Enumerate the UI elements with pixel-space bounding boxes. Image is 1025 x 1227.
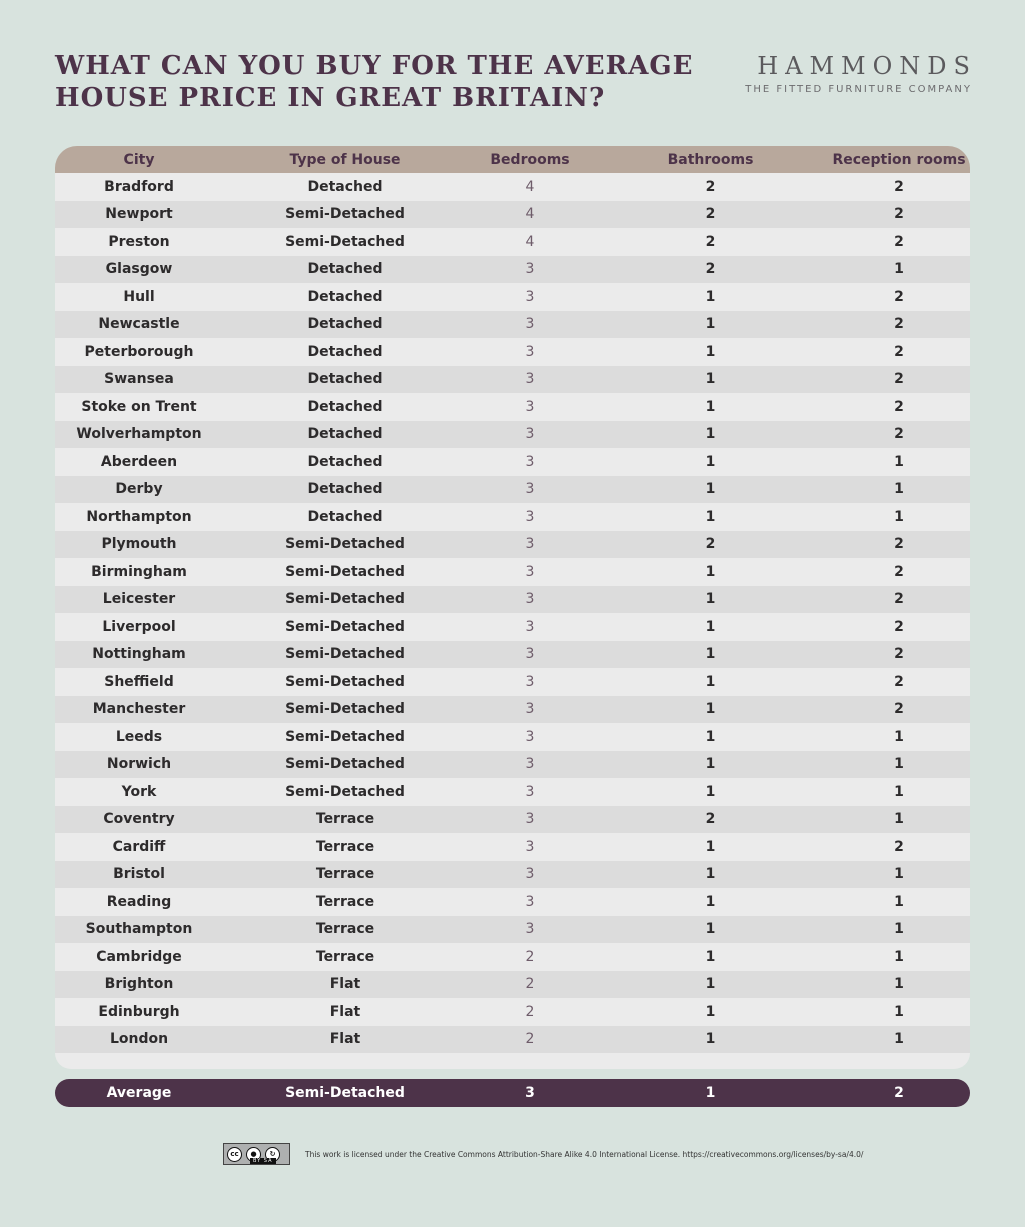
cell-city: Birmingham	[55, 558, 223, 586]
cell-bathrooms: 2	[593, 201, 828, 229]
cell-bathrooms: 1	[593, 971, 828, 999]
cell-bathrooms: 2	[593, 228, 828, 256]
title-line-2: HOUSE PRICE IN GREAT BRITAIN?	[55, 83, 606, 113]
table-row	[55, 861, 970, 889]
cell-type: Semi-Detached	[223, 668, 467, 696]
cell-city: Reading	[55, 888, 223, 916]
table-row	[55, 613, 970, 641]
cell-bathrooms: 1	[593, 613, 828, 641]
cell-city: Brighton	[55, 971, 223, 999]
average-bedrooms: 3	[525, 1085, 535, 1101]
table-row	[55, 806, 970, 834]
cell-type: Semi-Detached	[223, 613, 467, 641]
cell-reception: 1	[828, 998, 970, 1026]
cell-bathrooms: 1	[593, 421, 828, 449]
column-header-type: Type of House	[223, 146, 467, 173]
cell-type: Detached	[223, 448, 467, 476]
table-row	[55, 201, 970, 229]
cell-type: Terrace	[223, 943, 467, 971]
brand-logo	[745, 52, 977, 95]
column-header-reception: Reception rooms	[828, 146, 970, 173]
cell-bathrooms: 1	[593, 338, 828, 366]
cell-reception: 2	[828, 338, 970, 366]
cell-type: Detached	[223, 256, 467, 284]
cell-bathrooms: 2	[593, 173, 828, 201]
cell-bedrooms: 3	[467, 833, 593, 861]
cell-city: Cardiff	[55, 833, 223, 861]
cell-type: Detached	[223, 421, 467, 449]
cell-bathrooms: 2	[593, 531, 828, 559]
table-row	[55, 696, 970, 724]
table-row	[55, 998, 970, 1026]
cell-city: Newport	[55, 201, 223, 229]
cell-reception: 2	[828, 668, 970, 696]
cell-bedrooms: 3	[467, 476, 593, 504]
cell-bathrooms: 1	[593, 366, 828, 394]
cell-type: Semi-Detached	[223, 778, 467, 806]
average-reception: 2	[894, 1085, 904, 1101]
table-row	[55, 641, 970, 669]
table-row	[55, 503, 970, 531]
cell-bathrooms: 1	[593, 916, 828, 944]
table-row	[55, 393, 970, 421]
cell-bathrooms: 1	[593, 723, 828, 751]
cell-bedrooms: 3	[467, 503, 593, 531]
cell-type: Detached	[223, 173, 467, 201]
cell-bedrooms: 3	[467, 668, 593, 696]
padding-cell	[223, 1053, 467, 1069]
cell-bedrooms: 3	[467, 366, 593, 394]
cell-type: Semi-Detached	[223, 696, 467, 724]
cc-license-badge[interactable]	[223, 1143, 290, 1165]
cell-city: Aberdeen	[55, 448, 223, 476]
table-row	[55, 531, 970, 559]
cell-reception: 1	[828, 476, 970, 504]
cell-reception: 2	[828, 201, 970, 229]
cell-type: Semi-Detached	[223, 641, 467, 669]
cc-icon: cc	[227, 1147, 242, 1162]
cell-type: Detached	[223, 393, 467, 421]
cell-city: Sheffield	[55, 668, 223, 696]
table-row	[55, 421, 970, 449]
cell-reception: 1	[828, 778, 970, 806]
cell-bedrooms: 2	[467, 971, 593, 999]
cell-reception: 2	[828, 641, 970, 669]
cell-type: Flat	[223, 998, 467, 1026]
cell-reception: 1	[828, 888, 970, 916]
table-row	[55, 888, 970, 916]
cell-bathrooms: 1	[593, 998, 828, 1026]
cell-bedrooms: 3	[467, 256, 593, 284]
cell-type: Semi-Detached	[223, 531, 467, 559]
cell-bedrooms: 3	[467, 751, 593, 779]
average-bathrooms: 1	[705, 1085, 716, 1101]
table-row	[55, 833, 970, 861]
cell-bathrooms: 1	[593, 503, 828, 531]
cell-city: Newcastle	[55, 311, 223, 339]
cell-city: Derby	[55, 476, 223, 504]
cell-bedrooms: 3	[467, 586, 593, 614]
license-footer	[223, 1143, 863, 1165]
cell-city: York	[55, 778, 223, 806]
cell-reception: 1	[828, 971, 970, 999]
title-line-1: WHAT CAN YOU BUY FOR THE AVERAGE	[55, 51, 694, 81]
cell-type: Detached	[223, 476, 467, 504]
cell-reception: 1	[828, 448, 970, 476]
cell-bedrooms: 2	[467, 943, 593, 971]
cell-city: Swansea	[55, 366, 223, 394]
cell-type: Terrace	[223, 861, 467, 889]
cell-city: Peterborough	[55, 338, 223, 366]
cell-reception: 1	[828, 503, 970, 531]
table-row	[55, 256, 970, 284]
table-row	[55, 586, 970, 614]
cell-city: Northampton	[55, 503, 223, 531]
cell-type: Semi-Detached	[223, 228, 467, 256]
cell-type: Flat	[223, 1026, 467, 1054]
cell-type: Flat	[223, 971, 467, 999]
padding-cell	[593, 1053, 828, 1069]
table-row	[55, 476, 970, 504]
column-header-bathrooms: Bathrooms	[593, 146, 828, 173]
cell-city: Cambridge	[55, 943, 223, 971]
cell-reception: 2	[828, 586, 970, 614]
cell-bedrooms: 3	[467, 448, 593, 476]
cell-bedrooms: 3	[467, 393, 593, 421]
table-row	[55, 366, 970, 394]
average-label: Average	[106, 1085, 172, 1101]
sa-share-alike-icon: ↻	[265, 1147, 280, 1162]
brand-tagline: THE FITTED FURNITURE COMPANY	[745, 84, 972, 95]
cell-bedrooms: 3	[467, 696, 593, 724]
cell-bedrooms: 3	[467, 531, 593, 559]
cell-bedrooms: 3	[467, 641, 593, 669]
cell-bathrooms: 2	[593, 256, 828, 284]
cell-type: Semi-Detached	[223, 201, 467, 229]
cell-city: Preston	[55, 228, 223, 256]
table-row	[55, 283, 970, 311]
table-body	[55, 173, 970, 1069]
cell-bathrooms: 1	[593, 696, 828, 724]
cell-bathrooms: 1	[593, 1026, 828, 1054]
padding-cell	[55, 1053, 223, 1069]
average-row	[55, 1079, 970, 1107]
cell-reception: 2	[828, 366, 970, 394]
cell-type: Semi-Detached	[223, 723, 467, 751]
house-table	[55, 146, 970, 1069]
cell-city: Bristol	[55, 861, 223, 889]
cell-reception: 1	[828, 723, 970, 751]
cell-city: Hull	[55, 283, 223, 311]
table-row	[55, 311, 970, 339]
cell-type: Semi-Detached	[223, 751, 467, 779]
cell-bedrooms: 3	[467, 778, 593, 806]
cell-bedrooms: 3	[467, 421, 593, 449]
cell-type: Detached	[223, 366, 467, 394]
cell-city: Coventry	[55, 806, 223, 834]
cell-type: Detached	[223, 283, 467, 311]
cell-type: Detached	[223, 311, 467, 339]
table-row	[55, 173, 970, 201]
cell-type: Detached	[223, 338, 467, 366]
table-row	[55, 338, 970, 366]
cell-bedrooms: 3	[467, 723, 593, 751]
cell-reception: 2	[828, 421, 970, 449]
cell-bedrooms: 3	[467, 888, 593, 916]
cell-city: Bradford	[55, 173, 223, 201]
table-row	[55, 971, 970, 999]
cell-reception: 2	[828, 696, 970, 724]
table-bottom-padding	[55, 1053, 970, 1069]
cc-badge-label: BY SA	[250, 1158, 276, 1164]
cell-bathrooms: 1	[593, 833, 828, 861]
cell-reception: 1	[828, 916, 970, 944]
page-title	[55, 50, 695, 114]
cell-bedrooms: 3	[467, 861, 593, 889]
table-row	[55, 916, 970, 944]
cell-reception: 1	[828, 256, 970, 284]
cell-city: Manchester	[55, 696, 223, 724]
cell-bedrooms: 3	[467, 558, 593, 586]
cell-reception: 2	[828, 613, 970, 641]
table-row	[55, 558, 970, 586]
cell-bedrooms: 4	[467, 228, 593, 256]
cell-city: Leicester	[55, 586, 223, 614]
cell-bedrooms: 3	[467, 311, 593, 339]
cell-bedrooms: 3	[467, 806, 593, 834]
cell-bedrooms: 3	[467, 613, 593, 641]
table-row	[55, 751, 970, 779]
table-row	[55, 448, 970, 476]
cell-bedrooms: 3	[467, 283, 593, 311]
cell-bathrooms: 1	[593, 641, 828, 669]
padding-cell	[828, 1053, 970, 1069]
cell-city: Nottingham	[55, 641, 223, 669]
cell-reception: 2	[828, 833, 970, 861]
cell-bathrooms: 1	[593, 393, 828, 421]
cell-bedrooms: 4	[467, 173, 593, 201]
table-row	[55, 723, 970, 751]
column-header-city: City	[55, 146, 223, 173]
cell-city: Wolverhampton	[55, 421, 223, 449]
cell-bathrooms: 1	[593, 283, 828, 311]
cell-type: Terrace	[223, 916, 467, 944]
cell-reception: 1	[828, 751, 970, 779]
cell-reception: 2	[828, 228, 970, 256]
cell-reception: 2	[828, 173, 970, 201]
cell-bathrooms: 1	[593, 586, 828, 614]
padding-cell	[467, 1053, 593, 1069]
cell-bathrooms: 1	[593, 751, 828, 779]
cell-bathrooms: 1	[593, 861, 828, 889]
average-type: Semi-Detached	[285, 1085, 405, 1101]
cell-city: Liverpool	[55, 613, 223, 641]
cell-city: Edinburgh	[55, 998, 223, 1026]
cell-reception: 1	[828, 943, 970, 971]
cell-reception: 1	[828, 861, 970, 889]
table-row	[55, 778, 970, 806]
table-row	[55, 1026, 970, 1054]
cell-type: Detached	[223, 503, 467, 531]
cell-bedrooms: 3	[467, 338, 593, 366]
cell-bedrooms: 2	[467, 998, 593, 1026]
cell-bedrooms: 3	[467, 916, 593, 944]
cell-bathrooms: 2	[593, 806, 828, 834]
cell-reception: 2	[828, 531, 970, 559]
cell-reception: 2	[828, 393, 970, 421]
cell-type: Semi-Detached	[223, 586, 467, 614]
cell-bathrooms: 1	[593, 888, 828, 916]
cell-city: London	[55, 1026, 223, 1054]
cell-bathrooms: 1	[593, 943, 828, 971]
license-text: This work is licensed under the Creative Commons Attribution-Share Alike 4.0 International License. https://creativecommons.org/licenses/by-sa/4.0/	[305, 1149, 864, 1159]
cell-bathrooms: 1	[593, 448, 828, 476]
cell-type: Terrace	[223, 833, 467, 861]
cell-type: Terrace	[223, 888, 467, 916]
cell-reception: 1	[828, 806, 970, 834]
cell-reception: 2	[828, 558, 970, 586]
cell-bedrooms: 2	[467, 1026, 593, 1054]
cell-city: Norwich	[55, 751, 223, 779]
cell-bathrooms: 1	[593, 476, 828, 504]
table-row	[55, 668, 970, 696]
cell-bedrooms: 4	[467, 201, 593, 229]
column-header-bedrooms: Bedrooms	[467, 146, 593, 173]
brand-name: HAMMONDS	[757, 52, 977, 80]
table-row	[55, 943, 970, 971]
cell-reception: 2	[828, 311, 970, 339]
cell-city: Southampton	[55, 916, 223, 944]
cell-city: Stoke on Trent	[55, 393, 223, 421]
by-attribution-icon: ●	[246, 1147, 261, 1162]
cell-type: Terrace	[223, 806, 467, 834]
cell-type: Semi-Detached	[223, 558, 467, 586]
cell-city: Glasgow	[55, 256, 223, 284]
cell-bathrooms: 1	[593, 668, 828, 696]
cell-city: Leeds	[55, 723, 223, 751]
cell-reception: 2	[828, 283, 970, 311]
table-row	[55, 228, 970, 256]
cell-bathrooms: 1	[593, 778, 828, 806]
table-header-row	[55, 146, 970, 173]
cell-bathrooms: 1	[593, 558, 828, 586]
cell-reception: 1	[828, 1026, 970, 1054]
cell-bathrooms: 1	[593, 311, 828, 339]
cell-city: Plymouth	[55, 531, 223, 559]
